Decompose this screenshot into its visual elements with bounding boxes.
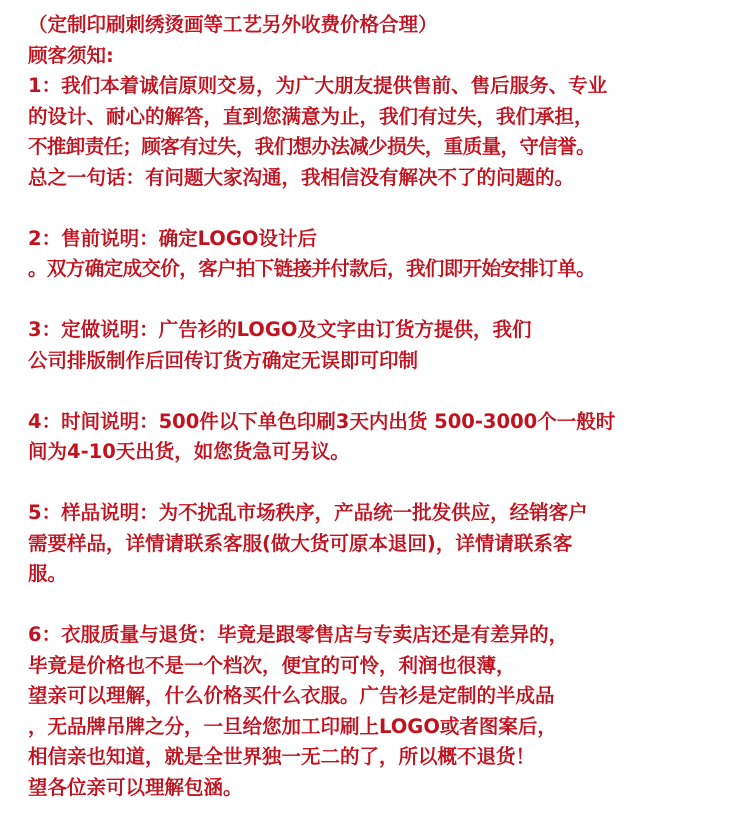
- section-2-line-2: 。双方确定成交价，客户拍下链接并付款后，我们即开始安排订单。: [28, 257, 596, 280]
- section-5-line-3: 服。: [28, 562, 68, 585]
- section-6-line-3: 望亲可以理解，什么价格买什么衣服。广告衫是定制的半成品: [28, 684, 555, 707]
- section-5-line-1: 5：样品说明：为不扰乱市场秩序，产品统一批发供应，经销客户: [28, 501, 588, 524]
- customer-notice-page: [0, 10, 750, 817]
- section-6-line-5: 相信亲也知道，就是全世界独一无二的了，所以概不退货！: [28, 745, 536, 768]
- section-6-line-2: 毕竟是价格也不是一个档次，便宜的可怜，利润也很薄，: [28, 653, 516, 677]
- section-6-line-4: ，无品牌吊牌之分，一旦给您加工印刷上LOGO或者图案后，: [28, 714, 557, 738]
- section-6-line-6: 望各位亲可以理解包涵。: [28, 775, 243, 799]
- section-4-line-1: 4：时间说明：500件以下单色印刷3天内出货 500-3000个一般时: [28, 409, 616, 433]
- section-3-line-2: 公司排版制作后回传订货方确定无误即可印制: [28, 348, 419, 372]
- section-1-line-2: 的设计、耐心的解答，直到您满意为止，我们有过失，我们承担，: [28, 104, 594, 128]
- section-3-line-1: 3：定做说明：广告衫的LOGO及文字由订货方提供，我们: [28, 318, 532, 341]
- spacer: [28, 468, 740, 499]
- section-1-line-4: 总之一句话：有问题大家沟通，我相信没有解决不了的问题的。: [28, 165, 575, 189]
- section-2-line-1: 2：售前说明：确定LOGO设计后: [28, 226, 317, 250]
- spacer: [28, 376, 740, 407]
- notice-title: 顾客须知:: [28, 43, 114, 67]
- spacer: [28, 590, 740, 621]
- section-1-line-3: 不推卸责任；顾客有过失，我们想办法减少损失，重质量，守信誉。: [28, 135, 596, 158]
- spacer: [28, 193, 740, 224]
- section-5-line-2: 需要样品，详情请联系客服(做大货可原本退回)，详情请联系客: [28, 531, 573, 555]
- pricing-note: （定制印刷刺绣烫画等工艺另外收费价格合理）: [28, 13, 438, 36]
- section-6-line-1: 6：衣服质量与退货：毕竟是跟零售店与专卖店还是有差异的，: [28, 623, 569, 646]
- section-1-line-1: 1：我们本着诚信原则交易，为广大朋友提供售前、售后服务、专业: [28, 74, 608, 97]
- spacer: [28, 285, 740, 316]
- section-4-line-2: 间为4-10天出货，如您货急可另议。: [28, 440, 350, 463]
